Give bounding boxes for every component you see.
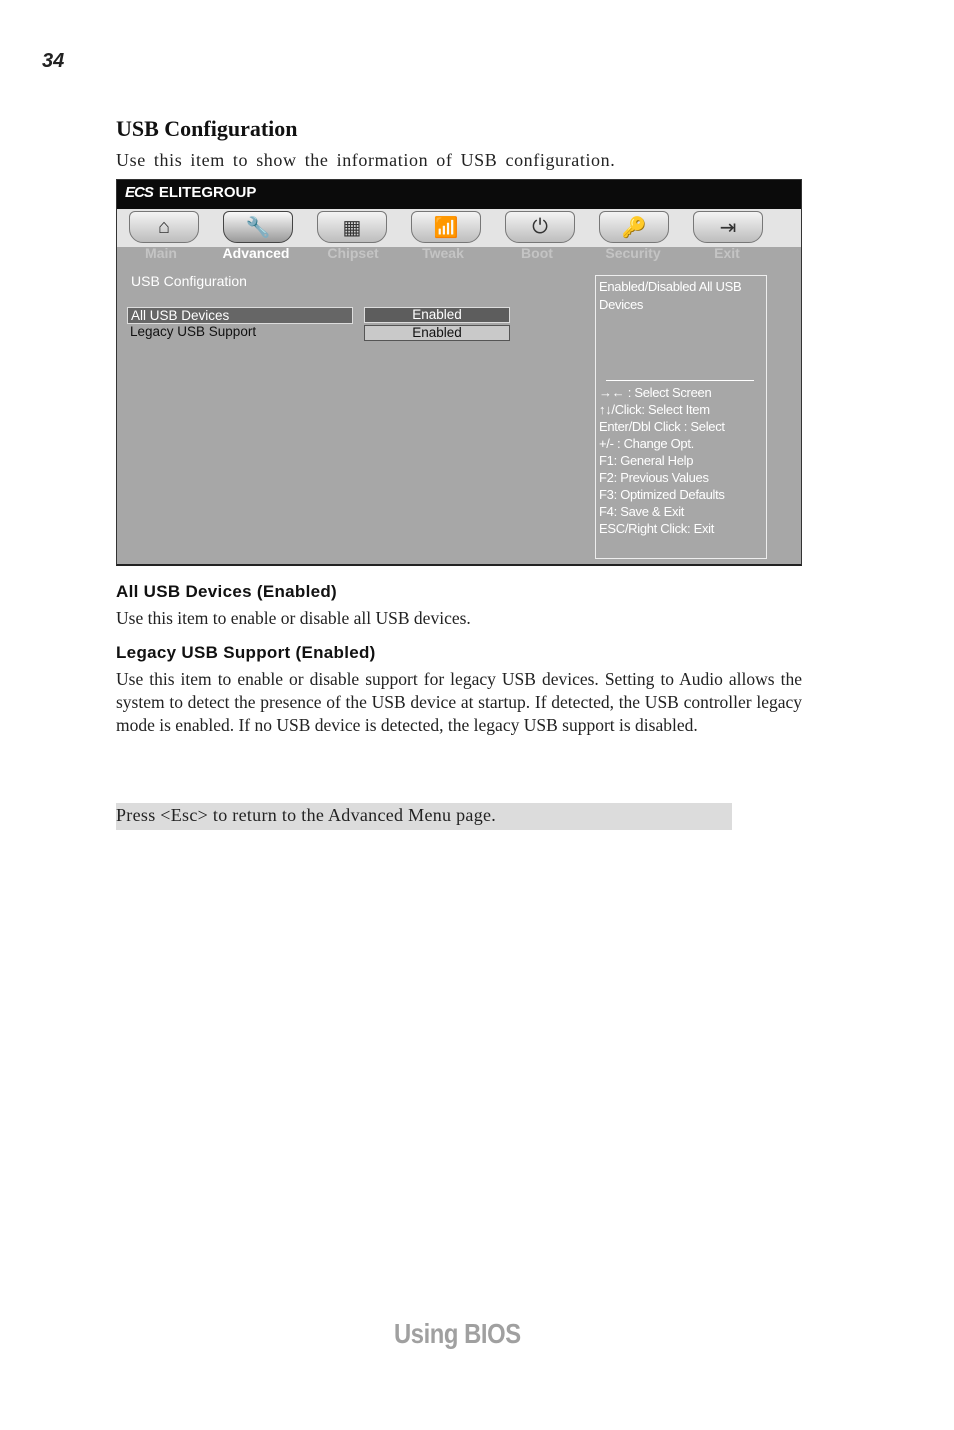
key-legend-item: Enter/Dbl Click : Select [599, 419, 725, 434]
tab-main[interactable]: Main [145, 245, 177, 261]
brand-name: ELITEGROUP [158, 184, 257, 201]
help-panel [595, 275, 767, 559]
key-legend-item: +/- : Change Opt. [599, 436, 694, 451]
esc-note: Press <Esc> to return to the Advanced Menu page. [116, 803, 732, 830]
chip-icon[interactable]: ▦ [317, 211, 387, 243]
screen-title: USB Configuration [131, 273, 247, 289]
item-heading: All USB Devices (Enabled) [116, 582, 338, 601]
key-legend-item: F3: Optimized Defaults [599, 487, 725, 502]
item-description: Use this item to enable or disable all USB devices. [116, 608, 471, 628]
power-icon[interactable]: ⏻ [505, 211, 575, 243]
item-description: Use this item to enable or disable support for legacy USB devices. Setting to Audio allows the system to detect the presence of the USB device at startup. If detected, the USB controller legacy mode is enabled. If no USB device is detected, the legacy USB support is disabled. [116, 669, 802, 735]
tab-tweak[interactable]: Tweak [422, 245, 464, 261]
all-usb-devices-value[interactable]: Enabled [364, 307, 510, 323]
legacy-usb-support-value[interactable]: Enabled [364, 325, 510, 341]
home-icon[interactable]: ⌂ [129, 211, 199, 243]
key-legend-item: →← : Select Screen [599, 385, 712, 400]
key-legend [599, 384, 767, 537]
tab-exit[interactable]: Exit [714, 245, 740, 261]
item-heading: Legacy USB Support (Enabled) [116, 643, 376, 662]
bios-screenshot [116, 179, 802, 566]
help-divider [606, 380, 754, 381]
all-usb-devices-item[interactable]: All USB Devices [127, 307, 353, 324]
key-legend-item: ESC/Right Click: Exit [599, 521, 715, 536]
chart-icon[interactable]: 📶 [411, 211, 481, 243]
intro-text: Use this item to show the information of USB configuration. [116, 150, 616, 170]
page-number: 34 [42, 50, 65, 72]
brand-logo [125, 184, 256, 201]
ecs-logo-icon: ECS [125, 184, 153, 201]
exit-icon[interactable]: ⇥ [693, 211, 763, 243]
key-legend-item: ↑↓/Click: Select Item [599, 402, 710, 417]
tab-boot[interactable]: Boot [521, 245, 553, 261]
key-legend-item: F4: Save & Exit [599, 504, 685, 519]
help-text: Enabled/Disabled All USB Devices [599, 279, 742, 312]
legacy-usb-support-item[interactable]: Legacy USB Support [130, 324, 257, 339]
key-legend-item: F2: Previous Values [599, 470, 709, 485]
tab-chipset[interactable]: Chipset [327, 245, 379, 261]
wrench-icon[interactable]: 🔧 [223, 211, 293, 243]
tab-security[interactable]: Security [605, 245, 661, 261]
key-legend-item: F1: General Help [599, 453, 694, 468]
section-title: USB Configuration [116, 116, 298, 141]
bios-header-bar [117, 180, 801, 209]
key-icon[interactable]: 🔑 [599, 211, 669, 243]
tab-advanced[interactable]: Advanced [222, 245, 290, 261]
footer-title: Using BIOS [394, 1318, 521, 1349]
